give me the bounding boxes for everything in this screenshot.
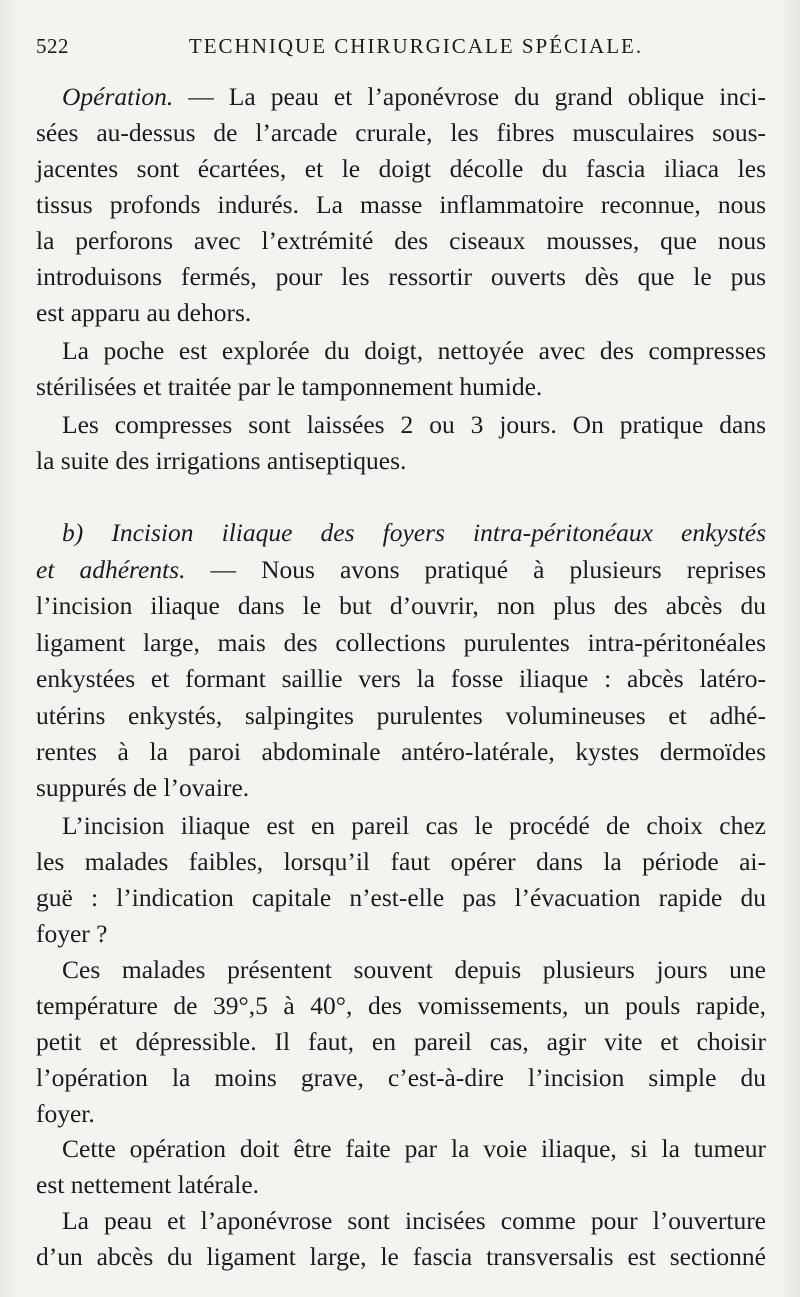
text-line: sées au-dessus de l’arcade crurale, les fibres musculaires sous- [36,118,766,147]
text-line: l’opération la moins grave, c’est-à-dire l’incision simple du [36,1063,766,1092]
running-title: TECHNIQUE CHIRURGICALE SPÉCIALE. [188,34,644,58]
text-line: et adhérents. — Nous avons pratiqué à plusieurs reprises [36,555,766,584]
section-heading: b) Incision iliaque des foyers intra-péritonéaux enkystés [62,518,766,547]
text-line: les malades faibles, lorsqu’il faut opérer dans la période ai- [36,847,766,876]
text-line: jacentes sont écartées, et le doigt décolle du fascia iliaca les [36,154,766,183]
page-header [36,34,766,64]
text-line: rentes à la paroi abdominale antéro-latérale, kystes dermoïdes [36,737,766,766]
text-line: foyer ? [36,919,108,948]
text-line: Les compresses sont laissées 2 ou 3 jours. On pratique dans [62,410,766,439]
text-line: L’incision iliaque est en pareil cas le procédé de choix chez [62,811,766,840]
text-line: Opération. — La peau et l’aponévrose du grand oblique inci- [62,82,766,111]
text-line: est apparu au dehors. [36,298,252,327]
text-line: utérins enkystés, salpingites purulentes volumineuses et adhé- [36,701,766,730]
text-line: petit et dépressible. Il faut, en pareil cas, agir vite et choisir [36,1027,766,1056]
text-line: guë : l’indication capitale n’est-elle pas l’évacuation rapide du [36,883,766,912]
text-line: la suite des irrigations antiseptiques. [36,446,407,475]
text-line: d’un abcès du ligament large, le fascia transversalis est sectionné [36,1242,766,1271]
text-line: la perforons avec l’extrémité des ciseaux mousses, que nous [36,226,766,255]
text-line: La peau et l’aponévrose sont incisées comme pour l’ouverture [62,1206,766,1235]
text-line: introduisons fermés, pour les ressortir ouverts dès que le pus [36,262,766,291]
text-line: température de 39°,5 à 40°, des vomissements, un pouls rapide, [36,991,766,1020]
page-number: 522 [36,34,69,58]
text-line: enkystées et formant saillie vers la fosse iliaque : abcès latéro- [36,664,766,693]
text-line: suppurés de l’ovaire. [36,773,250,802]
text-line: ligament large, mais des collections purulentes intra-péritonéales [36,628,766,657]
text-line: l’incision iliaque dans le but d’ouvrir, non plus des abcès du [36,591,766,620]
text-line: stérilisées et traitée par le tamponnement humide. [36,372,543,401]
text-line: tissus profonds indurés. La masse inflammatoire reconnue, nous [36,190,766,219]
text-line: La poche est explorée du doigt, nettoyée avec des compresses [62,336,766,365]
text-line: foyer. [36,1099,95,1128]
text-line: est nettement latérale. [36,1170,260,1199]
text-line: Cette opération doit être faite par la voie iliaque, si la tumeur [62,1134,766,1163]
text-line: Ces malades présentent souvent depuis plusieurs jours une [62,955,766,984]
